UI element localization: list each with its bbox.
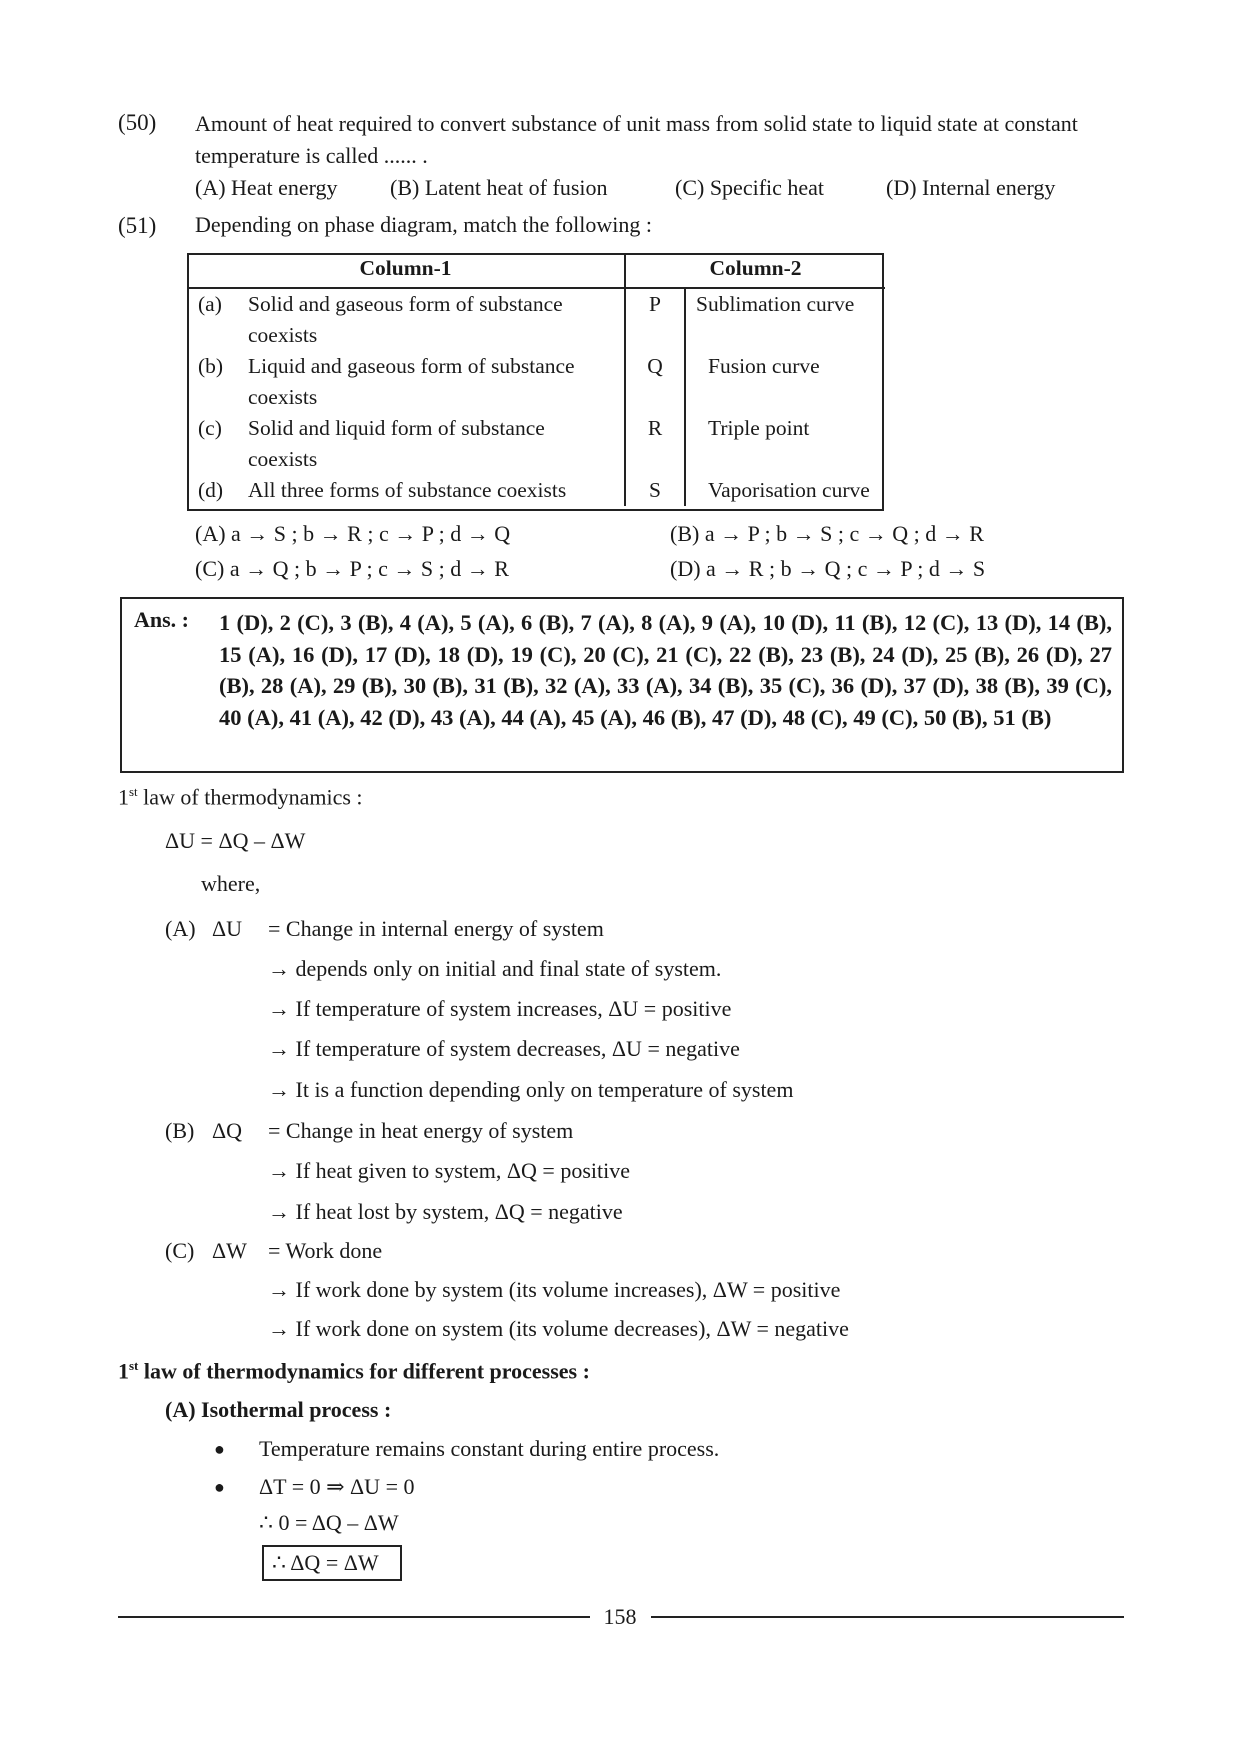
row-label: (b) [198, 354, 224, 378]
row-match: Vaporisation curve [708, 478, 870, 502]
term-b-point: → If heat given to system, ΔQ = positive [268, 1158, 631, 1183]
table-row [187, 288, 885, 351]
row-text: Solid and gaseous form of substance coexists [248, 292, 563, 347]
match-table [187, 253, 885, 506]
term-b-label: (B) [165, 1118, 195, 1143]
row-match: Triple point [708, 416, 810, 440]
table-row [187, 413, 885, 475]
isothermal-result-box: ∴ ΔQ = ΔW [262, 1545, 402, 1581]
page-number: 158 [603, 1604, 637, 1629]
q51-number: (51) [118, 213, 157, 238]
term-b-point: → If heat lost by system, ΔQ = negative [268, 1199, 623, 1224]
answer-key-box [120, 597, 1124, 773]
table-row [187, 351, 885, 413]
term-a-point: → It is a function depending only on temperature of system [268, 1077, 794, 1102]
bullet-dot-icon: ● [214, 1477, 225, 1497]
q51-option-c: (C) a → Q ; b → P ; c → S ; d → R [195, 556, 509, 581]
row-key: S [626, 475, 686, 506]
answer-key-label: Ans. : [134, 607, 190, 632]
bullet-dot-icon: ● [214, 1439, 225, 1459]
term-a-definition: = Change in internal energy of system [268, 916, 604, 941]
isothermal-bullet: ΔT = 0 ⇒ ΔU = 0 [259, 1474, 415, 1499]
row-key: Q [626, 351, 686, 413]
isothermal-bullet: Temperature remains constant during entire process. [259, 1436, 720, 1461]
term-c-label: (C) [165, 1238, 195, 1263]
q50-option-c: (C) Specific heat [675, 175, 825, 200]
row-label: (c) [198, 416, 222, 440]
row-match: Sublimation curve [696, 292, 855, 316]
isothermal-title: (A) Isothermal process : [165, 1397, 392, 1422]
q51-option-d: (D) a → R ; b → Q ; c → P ; d → S [670, 556, 986, 581]
row-text: Solid and liquid form of substance coexists [248, 416, 545, 471]
isothermal-step: ∴ 0 = ΔQ – ΔW [259, 1510, 399, 1535]
answer-key-text: 1 (D), 2 (C), 3 (B), 4 (A), 5 (A), 6 (B), 7 (A), 8 (A), 9 (A), 10 (D), 11 (B), 12 (C), 13 (D), 14 (B), 15 (A), 16 (D), 17 (D), 18 (D), 19 (C), 20 (C), 21 (C), 22 (B), 23 (B), 24 (D), 25 (B), 26 (D), 27 (B), 28 (A), 29 (B), 30 (B), 31 (B), 32 (A), 33 (A), 34 (B), 35 (C), 36 (D), 37 (D), 38 (B), 39 (C), 40 (A), 41 (A), 42 (D), 43 (A), 44 (A), 45 (A), 46 (B), 47 (D), 48 (C), 49 (C), 50 (B), 51 (B) [219, 610, 1112, 730]
term-c-symbol: ΔW [212, 1238, 247, 1263]
term-b-definition: = Change in heat energy of system [268, 1118, 574, 1143]
row-label: (d) [198, 478, 224, 502]
q50-option-b: (B) Latent heat of fusion [390, 175, 608, 200]
row-key: P [626, 289, 686, 351]
term-a-symbol: ΔU [212, 916, 243, 941]
q51-option-b: (B) a → P ; b → S ; c → Q ; d → R [670, 521, 984, 546]
where-label: where, [201, 871, 261, 896]
term-a-point: → depends only on initial and final state of system. [268, 956, 722, 981]
row-label: (a) [198, 292, 222, 316]
table-row [187, 475, 885, 506]
row-match: Fusion curve [708, 354, 820, 378]
term-c-definition: = Work done [268, 1238, 383, 1263]
q51-text: Depending on phase diagram, match the following : [195, 212, 652, 237]
footer-rule-right [651, 1616, 1124, 1618]
first-law-heading: 1st law of thermodynamics : [118, 784, 363, 810]
q50-option-d: (D) Internal energy [886, 175, 1056, 200]
term-a-point: → If temperature of system increases, ΔU = positive [268, 996, 732, 1021]
row-text: All three forms of substance coexists [248, 478, 567, 502]
term-a-point: → If temperature of system decreases, ΔU = negative [268, 1036, 740, 1061]
term-c-point: → If work done by system (its volume increases), ΔW = positive [268, 1277, 841, 1302]
first-law-equation: ΔU = ΔQ – ΔW [165, 828, 306, 853]
term-b-symbol: ΔQ [212, 1118, 243, 1143]
footer-rule-left [118, 1616, 590, 1618]
column-2-header: Column-2 [625, 253, 885, 288]
q50-number: (50) [118, 110, 157, 135]
row-text: Liquid and gaseous form of substance coexists [248, 354, 575, 409]
term-c-point: → If work done on system (its volume decreases), ΔW = negative [268, 1316, 849, 1341]
q50-text: Amount of heat required to convert substance of unit mass from solid state to liquid state at constant temperature is called ...... . [195, 111, 1078, 168]
term-a-label: (A) [165, 916, 196, 941]
processes-heading: 1st law of thermodynamics for different processes : [118, 1358, 590, 1384]
row-key: R [626, 413, 686, 475]
column-1-header: Column-1 [187, 253, 625, 288]
q50-option-a: (A) Heat energy [195, 175, 338, 200]
q51-option-a: (A) a → S ; b → R ; c → P ; d → Q [195, 521, 511, 546]
